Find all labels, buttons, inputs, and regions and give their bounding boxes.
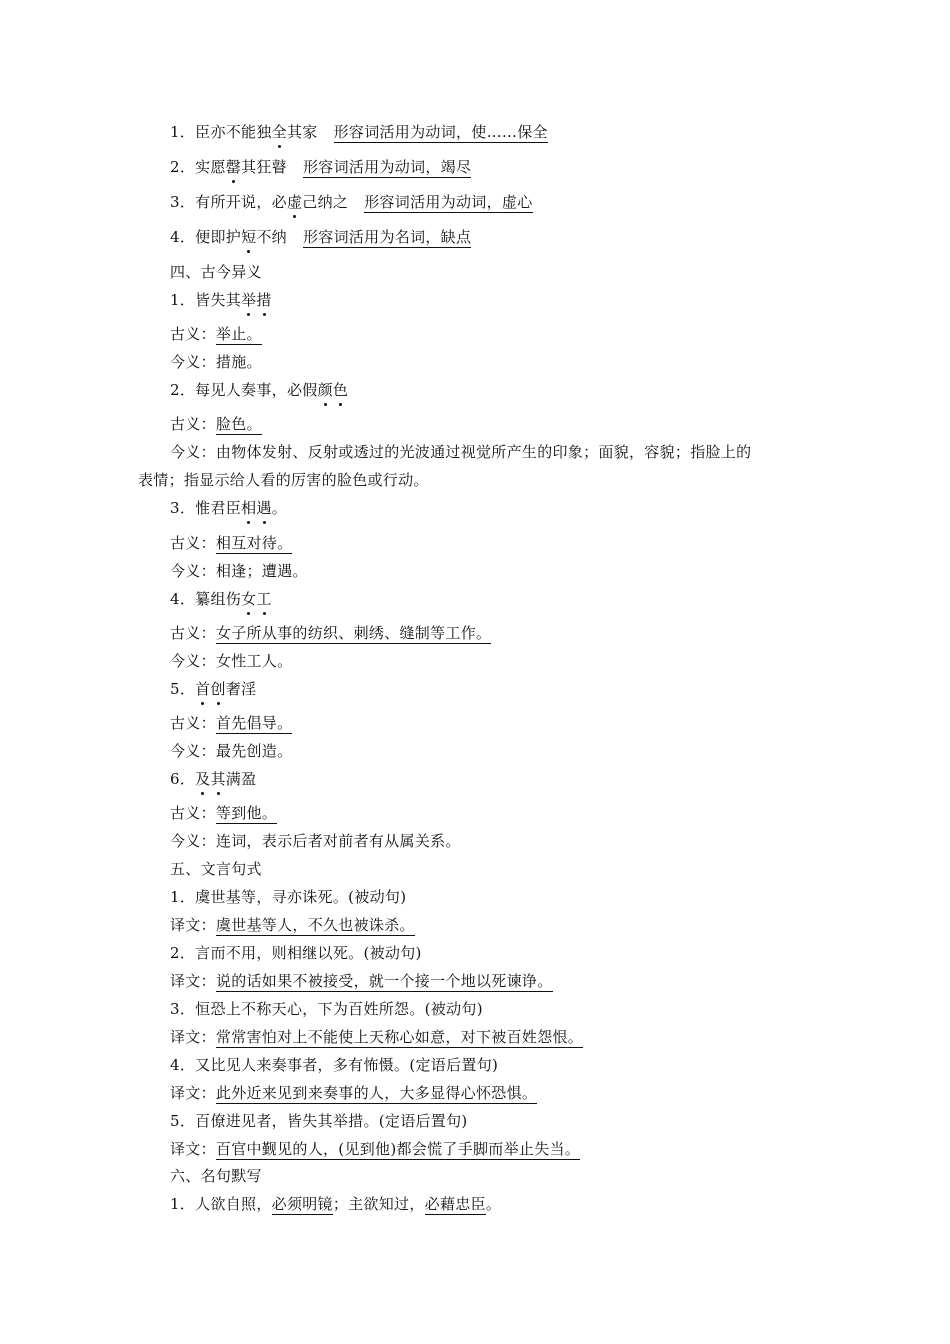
- section-heading-6: 六、名句默写: [170, 1167, 262, 1185]
- dotted-char: 虚: [286, 193, 303, 211]
- sentence-item-2: 2．言而不用，则相继以死。(被动句): [170, 944, 422, 962]
- answer-blank: 形容词活用为名词，缺点: [302, 228, 472, 246]
- answer-blank: 脸色。: [215, 415, 262, 433]
- gu-meaning-2: 古义：脸色。: [170, 415, 262, 433]
- dotted-char: 相: [241, 499, 257, 517]
- section-heading-4: 四、古今异义: [170, 263, 262, 281]
- sentence-item-1: 1．虞世基等，寻亦诛死。(被动句): [170, 888, 407, 906]
- dotted-char: 措: [256, 291, 272, 309]
- translation-2: 译文：说的话如果不被接受，就一个接一个地以死谏诤。: [170, 972, 553, 990]
- quote-item-1: 1．人欲自照，必须明镜；主欲知过，必藉忠臣。: [170, 1195, 502, 1213]
- sentence-item-3: 3．恒恐上不称天心，下为百姓所怨。(被动句): [170, 1000, 483, 1018]
- translation-1: 译文：虞世基等人，不久也被诛杀。: [170, 916, 415, 934]
- usage-item-2: 2．实愿罄其狂瞽 形容词活用为动词，竭尽: [170, 158, 472, 176]
- gujin-item-4: 4．纂组伤女工: [170, 590, 272, 608]
- usage-item-1: 1．臣亦不能独全其家 形容词活用为动词，使……保全: [170, 123, 548, 141]
- translation-5: 译文：百官中觐见的人，(见到他)都会慌了手脚而举止失当。: [170, 1140, 581, 1158]
- answer-blank: 虞世基等人，不久也被诛杀。: [215, 916, 415, 934]
- section-heading-5: 五、文言句式: [170, 860, 262, 878]
- answer-blank: 必须明镜: [271, 1195, 333, 1213]
- dotted-char: 罄: [225, 158, 242, 176]
- gujin-item-6: 6．及其满盈: [170, 770, 257, 788]
- dotted-char: 举: [241, 291, 257, 309]
- dotted-char: 其: [210, 770, 226, 788]
- answer-blank: 形容词活用为动词，竭尽: [302, 158, 472, 176]
- gujin-item-5: 5．首创奢淫: [170, 680, 257, 698]
- usage-item-3: 3．有所开说，必虚己纳之 形容词活用为动词，虚心: [170, 193, 533, 211]
- usage-item-4: 4．便即护短不纳 形容词活用为名词，缺点: [170, 228, 472, 246]
- translation-3: 译文：常常害怕对上不能使上天称心如意，对下被百姓怨恨。: [170, 1028, 584, 1046]
- answer-blank: 举止。: [215, 325, 262, 343]
- gujin-item-3: 3．惟君臣相遇。: [170, 499, 287, 517]
- jin-meaning-4: 今义：女性工人。: [170, 652, 293, 670]
- dotted-char: 短: [241, 228, 257, 246]
- jin-meaning-2-cont: 表情；指显示给人看的厉害的脸色或行动。: [138, 471, 429, 489]
- jin-meaning-3: 今义：相逢；遭遇。: [170, 562, 308, 580]
- jin-meaning-6: 今义：连词，表示后者对前者有从属关系。: [170, 832, 461, 850]
- answer-blank: 常常害怕对上不能使上天称心如意，对下被百姓怨恨。: [215, 1028, 584, 1046]
- dotted-char: 及: [195, 770, 211, 788]
- answer-blank: 女子所从事的纺织、刺绣、缝制等工作。: [215, 624, 492, 642]
- dotted-char: 全: [271, 123, 287, 141]
- dotted-char: 首: [195, 680, 211, 698]
- answer-blank: 百官中觐见的人，(见到他)都会慌了手脚而举止失当。: [215, 1140, 581, 1158]
- jin-meaning-5: 今义：最先创造。: [170, 742, 293, 760]
- answer-blank: 形容词活用为动词，使……保全: [333, 123, 548, 141]
- dotted-char: 创: [210, 680, 226, 698]
- gu-meaning-6: 古义：等到他。: [170, 804, 278, 822]
- gu-meaning-4: 古义：女子所从事的纺织、刺绣、缝制等工作。: [170, 624, 492, 642]
- answer-blank: 说的话如果不被接受，就一个接一个地以死谏诤。: [215, 972, 553, 990]
- answer-blank: 首先倡导。: [215, 714, 293, 732]
- answer-blank: 相互对待。: [215, 534, 293, 552]
- dotted-char: 工: [256, 590, 272, 608]
- jin-meaning-2: 今义：由物体发射、反射或透过的光波通过视觉所产生的印象；面貌，容貌；指脸上的: [170, 443, 752, 461]
- answer-blank: 等到他。: [215, 804, 278, 822]
- translation-4: 译文：此外近来见到来奏事的人，大多显得心怀恐惧。: [170, 1084, 538, 1102]
- dotted-char: 女: [241, 590, 257, 608]
- gu-meaning-5: 古义：首先倡导。: [170, 714, 293, 732]
- gujin-item-1: 1．皆失其举措: [170, 291, 272, 309]
- sentence-item-4: 4．又比见人来奏事者，多有怖慑。(定语后置句): [170, 1056, 499, 1074]
- answer-blank: 形容词活用为动词，虚心: [364, 193, 533, 211]
- answer-blank: 必藉忠臣: [424, 1195, 486, 1213]
- gu-meaning-3: 古义：相互对待。: [170, 534, 293, 552]
- sentence-item-5: 5．百僚进见者，皆失其举措。(定语后置句): [170, 1112, 468, 1130]
- answer-blank: 此外近来见到来奏事的人，大多显得心怀恐惧。: [215, 1084, 538, 1102]
- gujin-item-2: 2．每见人奏事，必假颜色: [170, 381, 349, 399]
- jin-meaning-1: 今义：措施。: [170, 353, 262, 371]
- dotted-char: 遇: [256, 499, 272, 517]
- gu-meaning-1: 古义：举止。: [170, 325, 262, 343]
- dotted-char: 颜: [317, 381, 333, 399]
- dotted-char: 色: [332, 381, 349, 399]
